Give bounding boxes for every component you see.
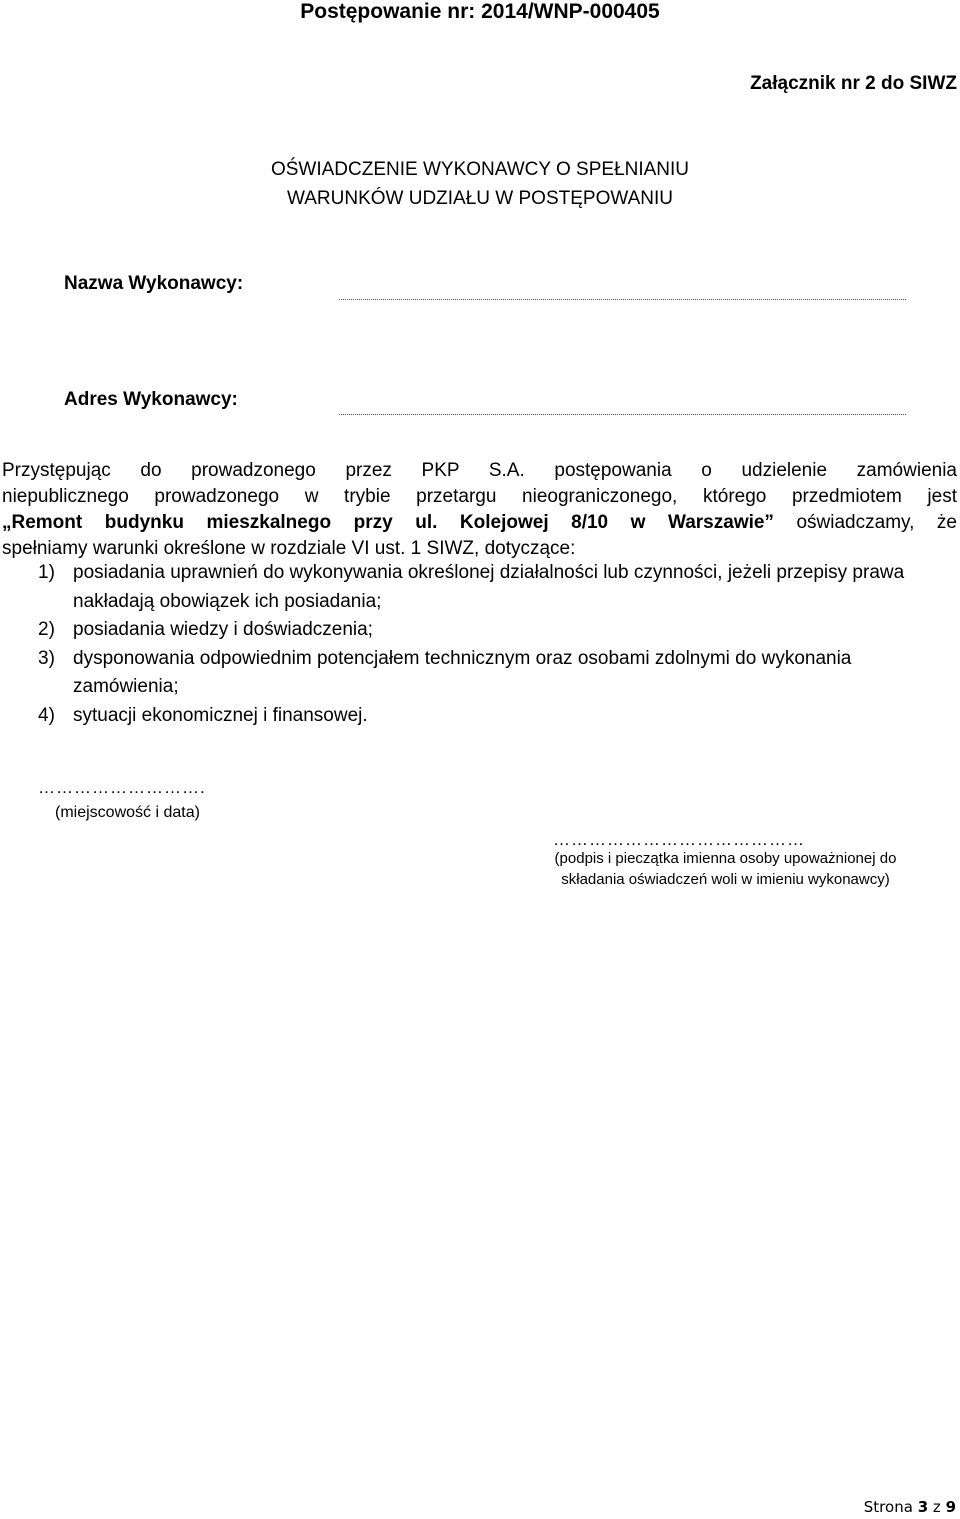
list-item-text: dysponowania odpowiednim potencjałem technicznym oraz osobami zdolnymi do wykonania zamówienia; [73,647,852,697]
place-date-field[interactable]: ………………………. [38,778,206,797]
page-total: 9 [945,1498,956,1516]
contractor-address-label: Adres Wykonawcy: [64,389,238,410]
signature-field[interactable]: …………………………………… [553,830,805,849]
list-item-number: 1) [38,562,55,583]
document-title-line-1: OŚWIADCZENIE WYKONAWCY O SPEŁNIANIU [270,159,690,180]
paragraph-line-3 [2,510,957,536]
contract-subject: „Remont budynku mieszkalnego przy ul. Kolejowej 8/10 w Warszawie” [2,512,774,533]
paragraph-line-3-rest: oświadczamy, że [773,512,957,533]
contractor-name-label: Nazwa Wykonawcy: [64,273,244,294]
declaration-paragraph [2,458,957,562]
document-title [0,155,960,213]
list-item-number: 4) [38,704,55,726]
list-item [38,645,958,702]
list-item [38,616,958,645]
document-title-line-2: WARUNKÓW UDZIAŁU W POSTĘPOWANIU [287,188,673,209]
list-item-text: sytuacji ekonomicznej i finansowej. [73,704,368,726]
contractor-address-field[interactable] [339,414,906,415]
list-item-text: posiadania wiedzy i doświadczenia; [73,619,373,640]
list-item-number: 2) [38,619,55,640]
page-prefix: Strona [863,1498,913,1516]
list-item [38,702,958,731]
page-separator: z [932,1498,941,1516]
list-item [38,559,958,616]
list-item-text: posiadania uprawnień do wykonywania określonej działalności lub czynności, jeżeli przepisy prawa nakładają obowiązek ich posiadania; [73,562,905,612]
list-item-number: 3) [38,647,55,669]
paragraph-line-4: spełniamy warunki określone w rozdziale VI ust. 1 SIWZ, dotyczące: [2,538,576,559]
paragraph-line-1: Przystępując do prowadzonego przez PKP S.A. postępowania o udzielenie zamówienia [2,460,957,481]
annex-label: Załącznik nr 2 do SIWZ [750,73,957,94]
signature-label-line-2: składania oświadczeń woli w imieniu wykonawcy) [561,871,890,888]
page-current: 3 [917,1498,929,1516]
signature-label-line-1: (podpis i pieczątka imienna osoby upoważnionej do [554,850,897,867]
paragraph-line-2: niepublicznego prowadzonego w trybie przetargu nieograniczonego, którego przedmiotem jest [2,486,957,507]
contractor-name-field[interactable] [339,299,906,300]
page-number [864,1497,956,1517]
signature-label [538,848,913,890]
proceeding-number-heading: Postępowanie nr: 2014/WNP-000405 [300,0,660,23]
place-date-label: (miejscowość i data) [55,804,200,821]
conditions-list [38,559,958,730]
